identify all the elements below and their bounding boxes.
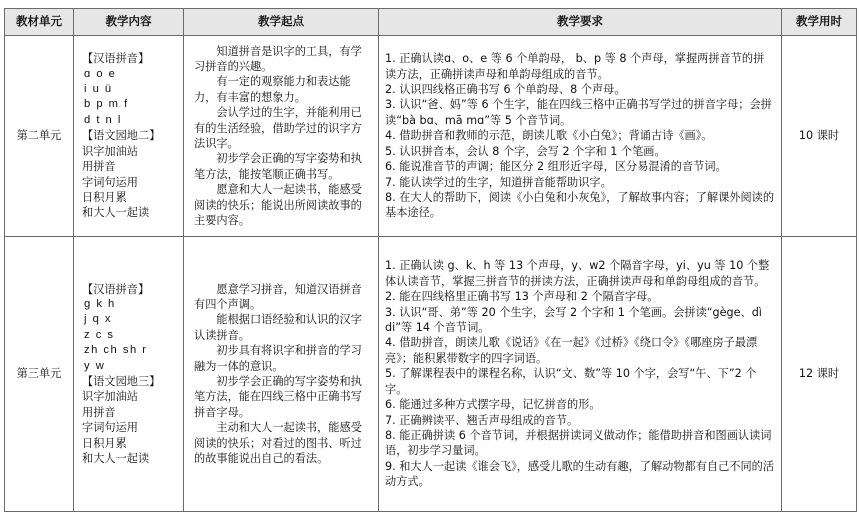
pinyin-line: b p m f <box>84 98 129 111</box>
header-start: 教学起点 <box>184 9 379 36</box>
content-line: 字词句运用 <box>82 421 138 435</box>
content-line: 【语文园地二】 <box>82 129 161 143</box>
content-line: 【语文园地三】 <box>82 375 161 388</box>
header-unit: 教材单元 <box>5 9 74 36</box>
start-paragraph: 会认学过的生字，并能利用已有的生活经验，借助学过的识字方法识字。 <box>194 106 362 150</box>
content-line: 字词句运用 <box>82 175 138 189</box>
requirement-item: 5. 认识拼音本，会认 8 个字，会写 2 个字和 1 个笔画。 <box>385 144 666 158</box>
pinyin-line: z c s <box>84 328 115 341</box>
requirement-item: 3. 认识“哥、弟”等 20 个生字，会写 2 个字和 1 个笔画。会拼读“gège、dì di”等 14 个音节词。 <box>385 305 762 335</box>
requirement-item: 9. 和大人一起读《谁会飞》，感受儿歌的生动有趣，了解动物都有自己不同的活动方式。 <box>385 459 775 489</box>
pinyin-line: g k h <box>84 297 116 310</box>
requirement-item: 8. 在大人的帮助下，阅读《小白兔和小灰兔》，了解故事内容；了解课外阅读的基本途径。 <box>385 190 775 220</box>
requirement-item: 6. 能通过多种方式摆字母，记忆拼音的形。 <box>385 398 601 412</box>
header-requirements: 教学要求 <box>379 9 782 36</box>
start-paragraph: 初步具有将识字和拼音的学习融为一体的意识。 <box>194 344 362 373</box>
pinyin-line: i u ü <box>84 83 113 96</box>
start-paragraph: 初步学会正确的写字姿势和执笔方法，能按笔顺正确书写。 <box>194 152 362 181</box>
unit-name: 第三单元 <box>5 237 74 512</box>
content-line: 识字加油站 <box>82 390 138 404</box>
start-paragraph: 愿意学习拼音，知道汉语拼音有四个声调。 <box>194 282 362 311</box>
start-paragraph: 主动和大人一起读书，能感受阅读的快乐；对看过的图书、听过的故事能说出自己的看法。 <box>194 421 362 466</box>
unit-row <box>5 36 857 237</box>
requirement-item: 4. 借助拼音，朗读儿歌《说话》《在一起》《过桥》《绕口令》《哪座房子最漂亮》；能积累带数字的四字词语。 <box>385 336 758 365</box>
requirement-item: 1. 正确认读 g、k、h 等 13 个声母，y、w2 个隔音字母，yi、yu 等 10 个整体认读音节，掌握三拼音节的拼读方法，正确拼读声母和单韵母组成的音节。 <box>385 259 770 288</box>
requirement-item: 5. 了解课程表中的课程名称，认识“文、数”等 10 个字，会写“午、下”2 个字。 <box>385 367 757 396</box>
requirement-item: 4. 借助拼音和教师的示范，朗读儿歌《小白兔》；背诵古诗《画》。 <box>385 129 713 143</box>
teaching-plan-table <box>4 8 857 512</box>
hours-value: 12 课时 <box>782 237 857 512</box>
content-cell <box>74 237 184 512</box>
pinyin-line: ɑ o e <box>84 67 117 80</box>
unit-row <box>5 237 857 512</box>
start-paragraph: 有一定的观察能力和表达能力，有丰富的想象力。 <box>194 75 351 104</box>
pinyin-line: y w <box>84 359 106 372</box>
content-cell <box>74 36 184 237</box>
pinyin-line: d t n l <box>84 113 122 126</box>
content-line: 用拼音 <box>82 160 116 174</box>
requirement-item: 2. 认识四线格正确书写 6 个单韵母、8 个声母。 <box>385 83 626 97</box>
requirement-item: 2. 能在四线格里正确书写 13 个声母和 2 个隔音字母。 <box>385 290 659 304</box>
requirement-item: 3. 认识“爸、妈”等 6 个生字，能在四线三格中正确书写学过的拼音字母；会拼读“bà bɑ、mā mɑ”等 5 个音节词。 <box>385 98 772 127</box>
requirements-cell <box>379 36 782 237</box>
requirement-item: 8. 能正确拼读 6 个音节词，并根据拼读词义做动作；能借助拼音和图画认读词语，初步学习量词。 <box>385 428 772 458</box>
content-line: 用拼音 <box>82 405 116 419</box>
pinyin-line: zh ch sh r <box>84 344 148 357</box>
start-paragraph: 能根据口语经验和认识的汉字认读拼音。 <box>194 313 362 342</box>
pinyin-line: j q x <box>84 313 113 326</box>
content-line: 【汉语拼音】 <box>82 282 150 296</box>
start-paragraph: 愿意和大人一起读书，能感受阅读的快乐；能说出所阅读故事的主要内容。 <box>194 183 362 228</box>
start-paragraph: 知道拼音是识字的工具，有学习拼音的兴趣。 <box>194 44 362 73</box>
start-cell <box>184 237 379 512</box>
header-content: 教学内容 <box>74 9 184 36</box>
start-cell <box>184 36 379 237</box>
header-hours: 教学用时 <box>782 9 857 36</box>
content-line: 识字加油站 <box>82 144 138 158</box>
hours-value: 10 课时 <box>782 36 857 237</box>
content-line: 【汉语拼音】 <box>82 52 150 66</box>
content-line: 日积月累 <box>82 190 127 204</box>
content-line: 和大人一起读 <box>82 452 150 466</box>
unit-name: 第二单元 <box>5 36 74 237</box>
requirements-cell <box>379 237 782 512</box>
requirement-item: 7. 能认读学过的生字，知道拼音能帮助识字。 <box>385 175 612 189</box>
requirement-item: 1. 正确认读ɑ、o、e 等 6 个单韵母， b、p 等 8 个声母，掌握两拼音节的拼读方法，正确拼读声母和单韵母组成的音节。 <box>385 52 765 81</box>
header-row <box>5 9 857 36</box>
requirement-item: 7. 正确辨读平、翘舌声母组成的音节。 <box>385 413 579 427</box>
content-line: 日积月累 <box>82 436 127 450</box>
requirement-item: 6. 能说准音节的声调；能区分 2 组形近字母，区分易混淆的音节词。 <box>385 160 727 174</box>
content-line: 和大人一起读 <box>82 206 150 220</box>
start-paragraph: 初步学会正确的写字姿势和执笔方法，能在四线三格中正确书写拼音字母。 <box>194 375 362 419</box>
